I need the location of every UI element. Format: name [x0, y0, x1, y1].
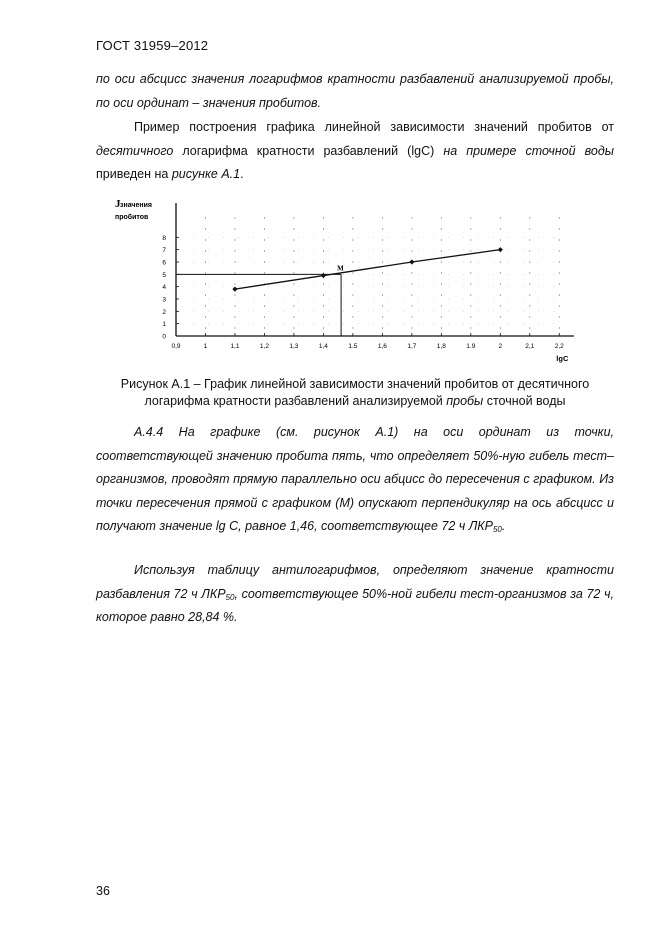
x-tick-label: 1,1: [230, 343, 240, 350]
document-header: ГОСТ 31959–2012: [96, 38, 209, 53]
p3-subscript: 50: [492, 525, 502, 534]
x-tick-label: 1.5: [348, 343, 358, 350]
y-tick-label: 8: [162, 234, 166, 242]
y-axis-label-prefix: J: [115, 198, 121, 210]
reference-lines: [176, 264, 344, 336]
p3-end: .: [501, 519, 506, 533]
data-point-marker: [321, 273, 326, 278]
x-tick-label: 1: [203, 343, 208, 350]
x-axis-label: lgC: [556, 354, 569, 363]
caption-line-2: [96, 393, 614, 410]
y-tick-label: 5: [162, 271, 166, 279]
chart-axes: [176, 203, 574, 336]
paragraph-a44: [96, 421, 614, 539]
p2-text-1: Пример построения графика линейной зависимости значений пробитов от: [134, 120, 614, 134]
caption-text-c: сточной воды: [483, 394, 566, 408]
p2-text-5: приведен на: [96, 167, 172, 181]
x-tick-label: 1,6: [377, 343, 387, 350]
x-tick-label: 1,3: [289, 343, 299, 350]
p4-text-1: Используя таблицу антилогарифмов, определяют значение кратности разбавления 72 ч ЛКР: [96, 563, 614, 601]
data-point-marker: [409, 259, 414, 264]
page-number: 36: [96, 884, 110, 898]
x-tick-label: 1,8: [436, 343, 446, 350]
p4-text-2: , соответствующее 50%-ной гибели тест-организмов за 72 ч, которое равно 28,84 %.: [96, 586, 614, 624]
figure-a1: [96, 195, 596, 365]
y-axis-label: [115, 198, 152, 221]
p2-text-3: логарифма кратности разбавлений (lgC): [173, 143, 444, 158]
p2-text-4: на примере сточной воды: [443, 143, 614, 158]
y-tick-label: 0: [162, 333, 166, 341]
p2-text-2: десятичного: [96, 143, 174, 158]
x-tick-label: 1,2: [259, 343, 269, 350]
figure-caption: [96, 376, 614, 410]
x-tick-label: 2: [498, 343, 503, 350]
data-point-marker: [232, 287, 237, 292]
x-tick-label: 1,4: [318, 343, 328, 350]
y-tick-label: 6: [162, 259, 166, 267]
tick-labels: [162, 235, 564, 350]
p4-subscript: 50: [225, 592, 235, 602]
caption-line-1: Рисунок А.1 – График линейной зависимости значений пробитов от десятичного: [120, 377, 590, 391]
probit-chart: [96, 195, 596, 365]
chart-grid: [178, 217, 568, 334]
y-tick-label: 4: [162, 284, 166, 292]
x-tick-label: 1.9: [466, 343, 476, 350]
x-tick-label: 2,1: [525, 343, 535, 350]
p2-text-7: .: [240, 167, 244, 181]
x-tick-label: 1,7: [407, 343, 417, 350]
paragraph-axes-description: по оси абсцисс значения логарифмов кратности разбавлений анализируемой пробы, по оси ординат – значения пробитов.: [96, 72, 614, 110]
y-tick-label: 2: [162, 308, 166, 316]
p3-text: А.4.4 На графике (см. рисунок А.1) на оси ординат из точки, соответствующей значению пробита пять, что определяет 50%-ную гибель тест–организмов, проводят прямую параллельно оси абцисс до пересечения с графиком. Из точки пересечения прямой с графиком (М) опускают перпендикуляр на ось абсцисс и получают значение lg C, равное 1,46, соответствующее 72 ч ЛКР: [96, 425, 614, 533]
p2-text-6: рисунке А.1: [171, 167, 241, 181]
y-tick-label: 7: [162, 247, 166, 255]
x-tick-label: 2,2: [554, 343, 564, 350]
caption-text-b: пробы: [446, 394, 484, 408]
series-line: [235, 250, 500, 289]
point-m-label: M: [337, 264, 344, 273]
y-tick-label: 3: [162, 296, 166, 304]
data-point-marker: [498, 247, 503, 252]
caption-text-a: логарифма кратности разбавлений анализируемой: [144, 394, 447, 408]
y-axis-label-line2: пробитов: [115, 214, 149, 221]
x-tick-label: 0,9: [171, 343, 181, 350]
paragraph-example-intro: [96, 116, 614, 187]
data-series: [232, 247, 503, 292]
y-axis-label-line1: значения: [120, 202, 152, 209]
y-tick-label: 1: [162, 321, 166, 329]
paragraph-antilog: [96, 559, 614, 630]
